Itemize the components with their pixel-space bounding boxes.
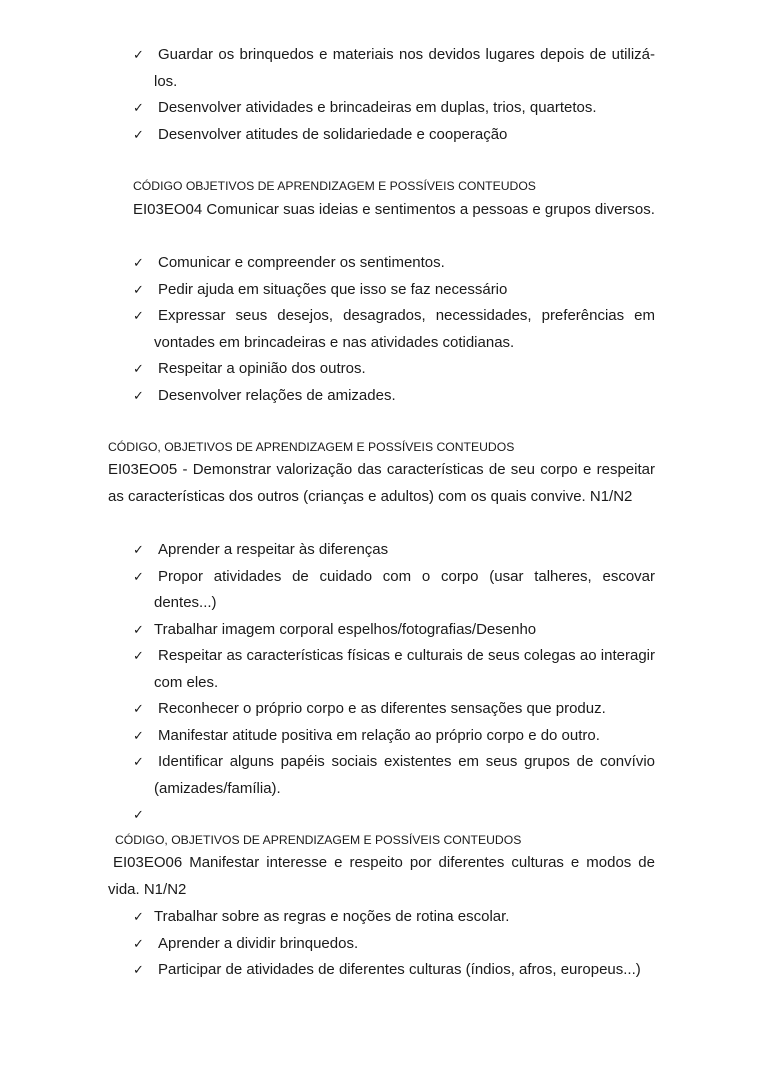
- check-icon: ✓: [133, 126, 144, 142]
- check-icon: ✓: [133, 807, 144, 822]
- list-item: ✓ Guardar os brinquedos e materiais nos devidos lugares depois de utilizá-los.: [133, 42, 655, 95]
- list-item: ✓ Respeitar a opinião dos outros.: [133, 356, 655, 383]
- check-icon: ✓: [133, 100, 144, 115]
- section-heading: CÓDIGO OBJETIVOS DE APRENDIZAGEM E POSSÍVEIS CONTEUDOS: [133, 179, 536, 193]
- list-item: ✓ Reconhecer o próprio corpo e as diferentes sensações que produz.: [133, 696, 655, 723]
- list-item: ✓ Identificar alguns papéis sociais existentes em seus grupos de convívio (amizades/família).: [133, 749, 655, 802]
- section-heading: CÓDIGO, OBJETIVOS DE APRENDIZAGEM E POSSÍVEIS CONTEUDOS: [108, 440, 515, 454]
- check-icon: ✓: [133, 308, 144, 323]
- list-item: ✓ Propor atividades de cuidado com o corpo (usar talheres, escovar dentes...): [133, 564, 655, 617]
- check-icon: ✓: [133, 909, 144, 924]
- list-item: ✓ Trabalhar imagem corporal espelhos/fotografias/Desenho: [133, 617, 655, 644]
- check-icon: ✓: [133, 962, 144, 977]
- checklist-2: [133, 250, 655, 409]
- list-item: ✓ Participar de atividades de diferentes culturas (índios, afros, europeus...): [133, 957, 655, 984]
- list-item-empty: [133, 802, 655, 826]
- list-item: ✓ Respeitar as características físicas e culturais de seus colegas ao interagir com eles.: [133, 643, 655, 696]
- check-icon: ✓: [133, 621, 144, 637]
- list-item: ✓ Desenvolver relações de amizades.: [133, 383, 655, 410]
- check-icon: ✓: [133, 255, 144, 270]
- list-item: ✓ Trabalhar sobre as regras e noções de rotina escolar.: [133, 904, 655, 931]
- list-item: ✓ Desenvolver atitudes de solidariedade e cooperação: [133, 122, 655, 149]
- objective-text: EI03EO06 Manifestar interesse e respeito por diferentes culturas e modos de vida. N1/N2: [108, 854, 655, 898]
- list-item: ✓ Desenvolver atividades e brincadeiras em duplas, trios, quartetos.: [133, 95, 655, 122]
- check-icon: ✓: [133, 281, 144, 297]
- check-icon: ✓: [133, 754, 144, 769]
- check-icon: ✓: [133, 361, 144, 376]
- check-icon: ✓: [133, 542, 144, 557]
- check-icon: ✓: [133, 727, 144, 743]
- list-item: ✓ Aprender a dividir brinquedos.: [133, 931, 655, 958]
- check-icon: ✓: [133, 568, 144, 584]
- check-icon: ✓: [133, 387, 144, 403]
- checklist-1: [133, 42, 655, 148]
- objective-text: EI03EO04 Comunicar suas ideias e sentimentos a pessoas e grupos diversos.: [133, 201, 655, 218]
- objective-text: EI03EO05 - Demonstrar valorização das características de seu corpo e respeitar as características dos outros (crianças e adultos) com os quais convive. N1/N2: [108, 461, 655, 505]
- section-heading: CÓDIGO, OBJETIVOS DE APRENDIZAGEM E POSSÍVEIS CONTEUDOS: [115, 833, 522, 847]
- list-item: ✓ Expressar seus desejos, desagrados, necessidades, preferências em vontades em brincadeiras e nas atividades cotidianas.: [133, 303, 655, 356]
- list-item: ✓ Comunicar e compreender os sentimentos.: [133, 250, 655, 277]
- check-icon: ✓: [133, 648, 144, 663]
- list-item: ✓ Aprender a respeitar às diferenças: [133, 537, 655, 564]
- list-item: ✓ Pedir ajuda em situações que isso se faz necessário: [133, 277, 655, 304]
- check-icon: ✓: [133, 701, 144, 716]
- list-item: ✓ Manifestar atitude positiva em relação ao próprio corpo e do outro.: [133, 723, 655, 750]
- check-icon: ✓: [133, 935, 144, 951]
- checklist-3: [133, 537, 655, 826]
- checklist-4: [133, 904, 655, 984]
- check-icon: ✓: [133, 47, 144, 62]
